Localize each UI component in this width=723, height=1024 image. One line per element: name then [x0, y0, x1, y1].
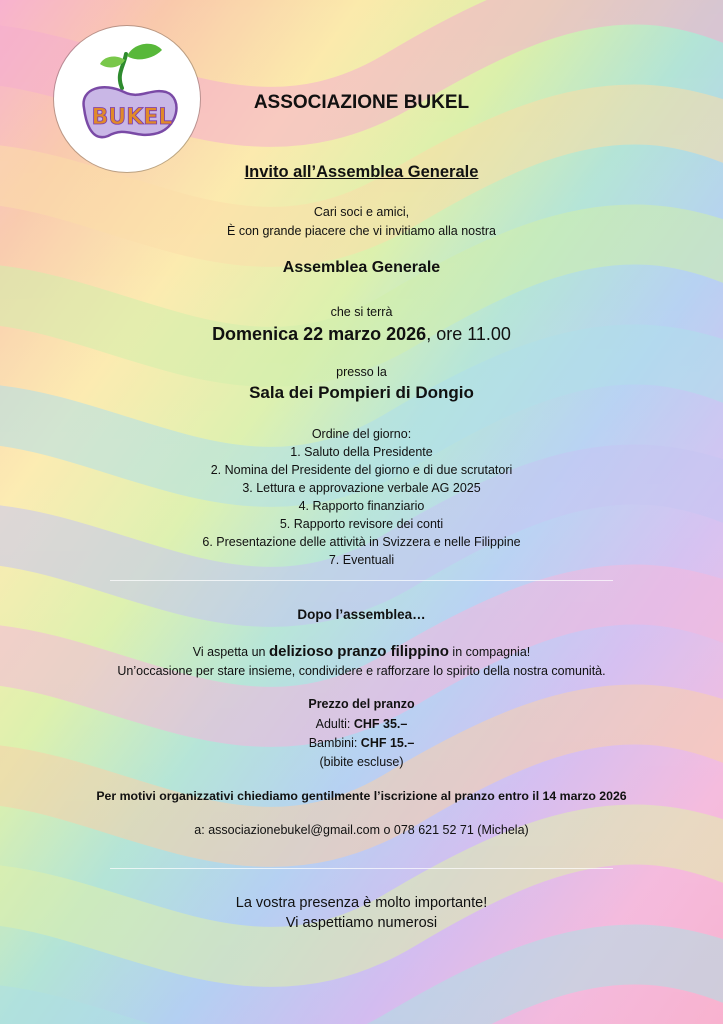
agenda-item: 3. Lettura e approvazione verbale AG 2025: [242, 481, 481, 495]
contact-line: a: associazionebukel@gmail.com o 078 621 52 71 (Michela): [194, 823, 529, 837]
agenda-item: 5. Rapporto revisore dei conti: [279, 517, 444, 531]
agenda-item: 6. Presentazione delle attività in Svizzera e nelle Filippine: [202, 535, 521, 549]
price-note: (bibite escluse): [319, 755, 404, 769]
registration-note: Per motivi organizzativi chiediamo gentilmente l’iscrizione al pranzo entro il 14 marzo 2026: [96, 789, 627, 803]
closing-line-2: Vi aspettiamo numerosi: [285, 915, 438, 931]
adults-price: CHF 35.–: [353, 717, 408, 731]
greeting: Cari soci e amici,: [313, 205, 410, 219]
sprout-bean-icon: [54, 26, 200, 172]
price-adults: [0, 717, 723, 731]
price-children: [0, 736, 723, 750]
svg-text:BUKEL: BUKEL: [91, 105, 173, 130]
closing-line-1: La vostra presenza è molto importante!: [235, 895, 488, 911]
lunch-line-pre: Vi aspetta un: [192, 645, 269, 659]
date-time: , ore 11.00: [426, 324, 511, 344]
community-line: Un’occasione per stare insieme, condividere e rafforzare lo spirito della nostra comunità.: [117, 664, 606, 678]
after-heading: Dopo l’assemblea…: [297, 607, 426, 622]
at-label: presso la: [336, 365, 387, 379]
children-price: CHF 15.–: [360, 736, 415, 750]
assembly-title: Assemblea Generale: [282, 259, 441, 276]
price-heading: Prezzo del pranzo: [308, 697, 415, 711]
date-line: [0, 324, 723, 345]
agenda-item: 7. Eventuali: [328, 553, 395, 567]
venue: Sala dei Pompieri di Dongio: [249, 383, 474, 402]
date-bold: Domenica 22 marzo 2026: [212, 324, 427, 344]
agenda-title: Ordine del giorno:: [311, 427, 412, 441]
lunch-line: [0, 643, 723, 660]
lunch-line-post: in compagnia!: [448, 645, 531, 659]
adults-label: Adulti:: [315, 717, 354, 731]
lunch-highlight: delizioso pranzo filippino: [268, 643, 449, 660]
divider: [110, 580, 613, 581]
will-be-held-text: che si terrà: [330, 305, 393, 319]
divider: [110, 868, 613, 869]
agenda-item: 2. Nomina del Presidente del giorno e di due scrutatori: [210, 463, 513, 477]
agenda: [0, 425, 723, 569]
children-label: Bambini:: [308, 736, 361, 750]
agenda-item: 1. Saluto della Presidente: [290, 445, 433, 459]
intro-text: È con grande piacere che vi invitiamo alla nostra: [227, 224, 496, 238]
association-title: ASSOCIAZIONE BUKEL: [253, 92, 470, 113]
association-logo: [54, 26, 200, 172]
agenda-item: 4. Rapporto finanziario: [298, 499, 425, 513]
invitation-heading: Invito all’Assemblea Generale: [244, 163, 479, 181]
